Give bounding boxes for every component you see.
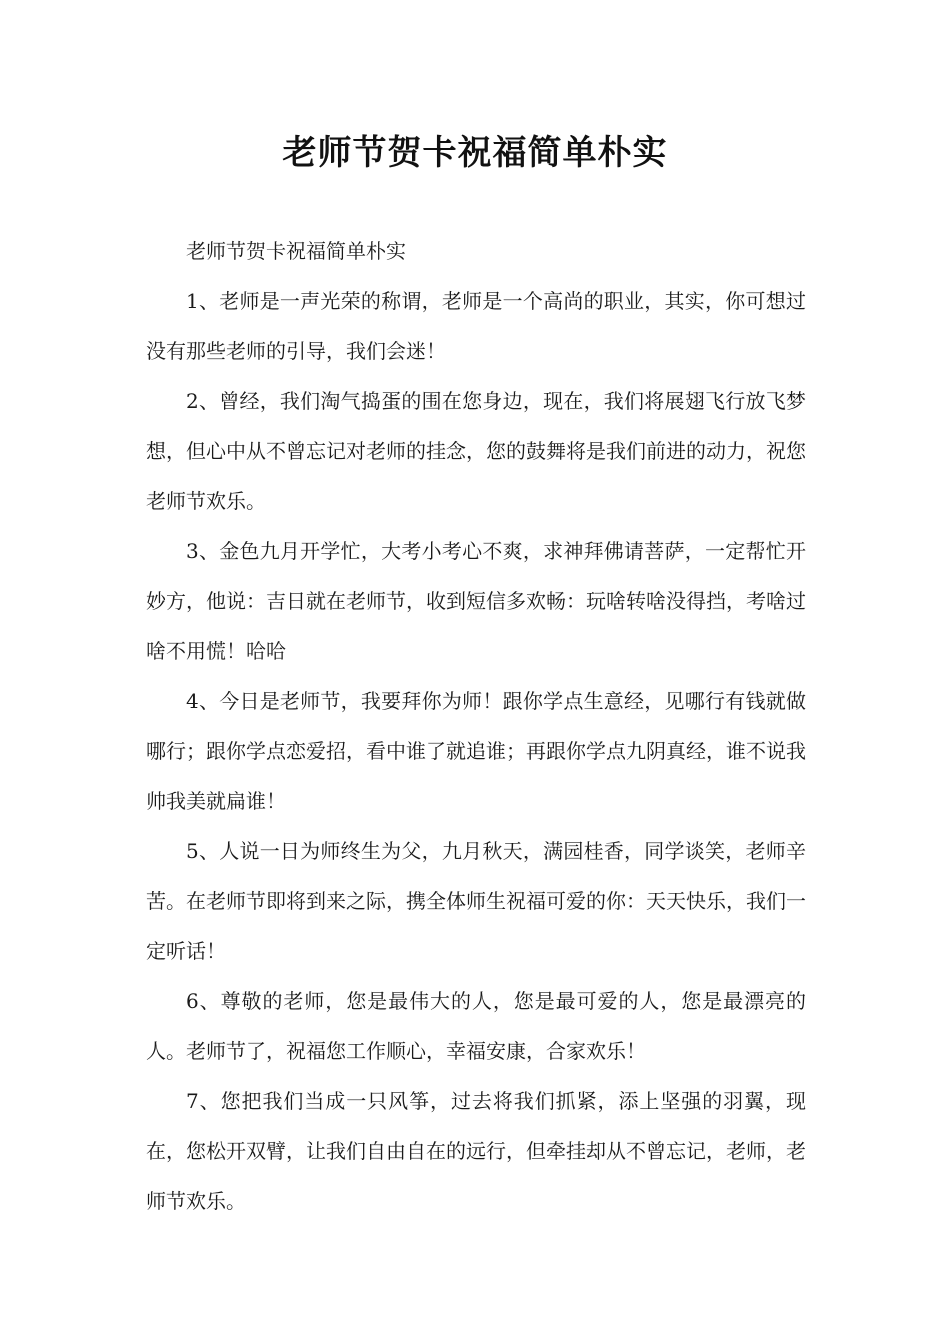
document-title: 老师节贺卡祝福简单朴实 [282, 133, 668, 173]
blessing-paragraph-5: 5、人说一日为师终生为父，九月秋天，满园桂香，同学谈笑，老师辛苦。在老师节即将到来之际，携全体师生祝福可爱的你：天天快乐，我们一定听话！ [146, 839, 806, 963]
blessing-paragraph-1: 1、老师是一声光荣的称谓，老师是一个高尚的职业，其实，你可想过没有那些老师的引导，我们会迷！ [146, 289, 806, 363]
blessing-paragraph-3: 3、金色九月开学忙，大考小考心不爽，求神拜佛请菩萨，一定帮忙开妙方，他说：吉日就在老师节，收到短信多欢畅：玩啥转啥没得挡，考啥过啥不用慌！哈哈 [146, 539, 806, 663]
blessing-paragraph-6: 6、尊敬的老师，您是最伟大的人，您是最可爱的人，您是最漂亮的人。老师节了，祝福您工作顺心，幸福安康，合家欢乐！ [146, 989, 806, 1063]
document-body [146, 226, 806, 1226]
blessing-paragraph-2: 2、曾经，我们淘气捣蛋的围在您身边，现在，我们将展翅飞行放飞梦想，但心中从不曾忘记对老师的挂念，您的鼓舞将是我们前进的动力，祝您老师节欢乐。 [146, 389, 806, 513]
blessing-paragraph-7: 7、您把我们当成一只风筝，过去将我们抓紧，添上坚强的羽翼，现在，您松开双臂，让我们自由自在的远行，但牵挂却从不曾忘记，老师，老师节欢乐。 [146, 1089, 806, 1213]
blessing-paragraph-4: 4、今日是老师节，我要拜你为师！跟你学点生意经，见哪行有钱就做哪行；跟你学点恋爱招，看中谁了就追谁；再跟你学点九阴真经，谁不说我帅我美就扁谁！ [146, 689, 806, 813]
subtitle-paragraph: 老师节贺卡祝福简单朴实 [186, 239, 406, 263]
